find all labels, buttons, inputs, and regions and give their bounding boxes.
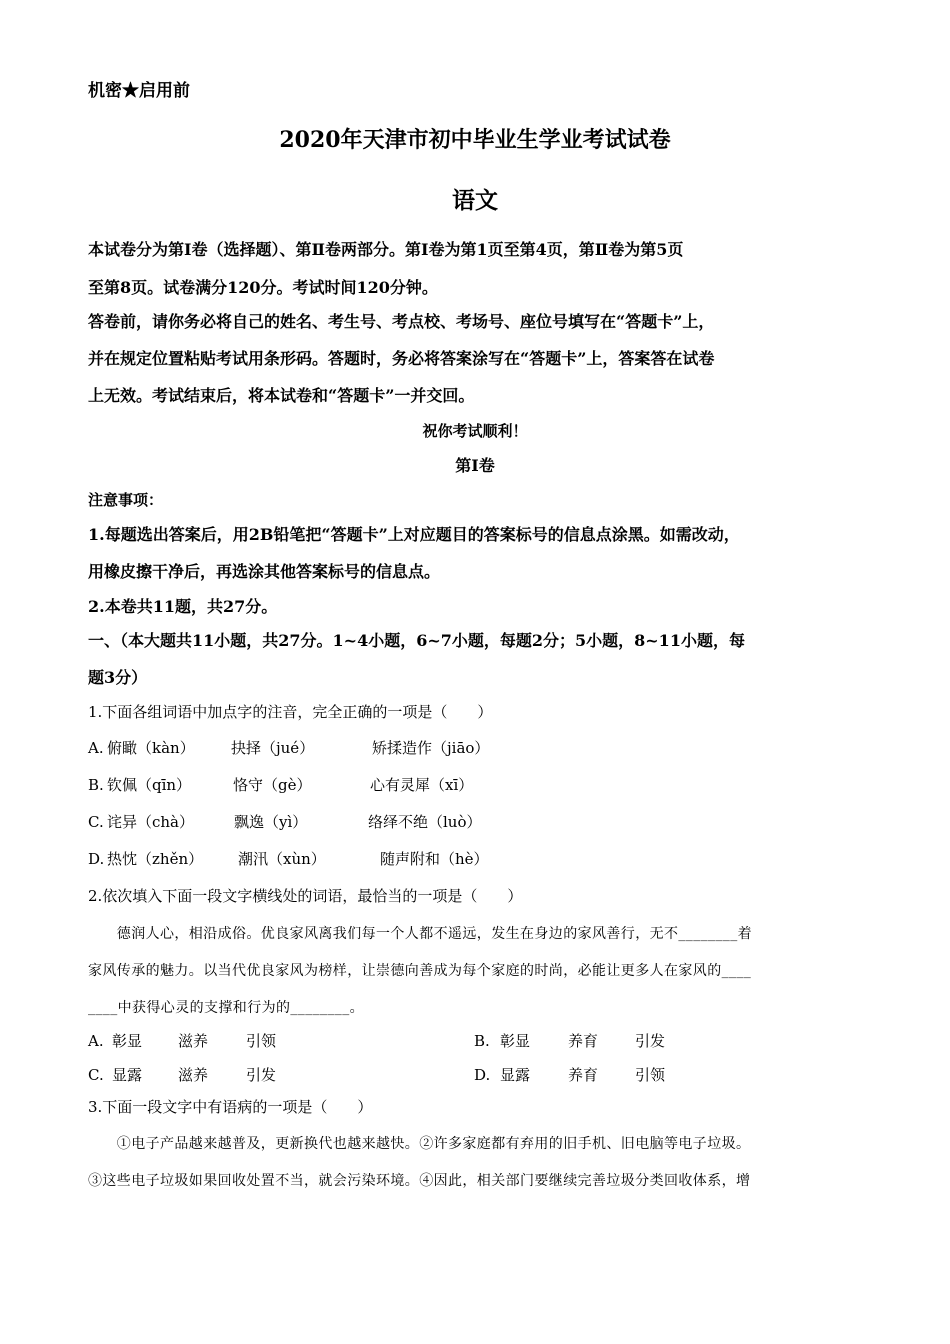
option-word: 飘逸（yì）: [234, 813, 308, 831]
option-word: 显露: [500, 1066, 531, 1084]
option-word: 心有灵犀（xī）: [370, 776, 474, 794]
option-label: D.: [88, 850, 105, 868]
intro-line: 本试卷分为第Ⅰ卷（选择题）、第Ⅱ卷两部分。第Ⅰ卷为第1页至第4页，第Ⅱ卷为第5页: [88, 240, 684, 259]
confidential-label: 机密★启用前: [88, 81, 190, 101]
option-word: 彰显: [500, 1032, 531, 1050]
option-label: B.: [88, 776, 104, 794]
q3-passage-line: ③这些电子垃圾如果回收处置不当，就会污染环境。④因此，相关部门要继续完善垃圾分类回收体系，增: [88, 1173, 751, 1189]
intro-line: 上无效。考试结束后，将本试卷和“答题卡”一并交回。: [88, 386, 475, 405]
option-word: 诧异（chà）: [107, 813, 195, 831]
option-word: 随声附和（hè）: [380, 850, 489, 868]
notes-line: 2.本卷共11题，共27分。: [88, 597, 278, 616]
option-word: 络绎不绝（luò）: [368, 813, 482, 831]
q3-stem: 3.下面一段文字中有语病的一项是（ ）: [88, 1098, 373, 1116]
option-word: 引发: [635, 1032, 666, 1050]
option-label: A.: [88, 1032, 104, 1050]
subject-title: 语文: [452, 187, 498, 214]
q2-passage-line: ____中获得心灵的支撑和行为的________。: [88, 1000, 364, 1016]
option-word: 养育: [568, 1032, 599, 1050]
option-word: 俯瞰（kàn）: [107, 739, 195, 757]
option-word: 显露: [112, 1066, 143, 1084]
exam-title: 2020年天津市初中毕业生学业考试试卷: [279, 127, 671, 153]
wish-text: 祝你考试顺利！: [422, 422, 528, 440]
option-label: D.: [474, 1066, 491, 1084]
q2-passage-line: 德润人心，相沿成俗。优良家风离我们每一个人都不遥远，发生在身边的家风善行，无不________着: [88, 926, 752, 942]
q1-stem: 1.下面各组词语中加点字的注音，完全正确的一项是（ ）: [88, 703, 493, 721]
option-word: 钦佩（qīn）: [107, 776, 192, 794]
option-word: 滋养: [178, 1032, 209, 1050]
intro-line: 并在规定位置粘贴考试用条形码。答题时，务必将答案涂写在“答题卡”上，答案答在试卷: [88, 349, 715, 368]
option-word: 矫揉造作（jiāo）: [372, 739, 490, 757]
option-word: 潮汛（xùn）: [238, 850, 326, 868]
option-word: 彰显: [112, 1032, 143, 1050]
section-line: 题3分）: [88, 668, 148, 687]
option-label: B.: [474, 1032, 490, 1050]
q3-passage-line: ①电子产品越来越普及，更新换代也越来越快。②许多家庭都有弃用的旧手机、旧电脑等电子垃圾。: [88, 1136, 751, 1152]
intro-line: 至第8页。试卷满分120分。考试时间120分钟。: [88, 278, 438, 297]
option-label: C.: [88, 813, 104, 831]
option-word: 养育: [568, 1066, 599, 1084]
option-label: C.: [88, 1066, 104, 1084]
option-label: A.: [88, 739, 104, 757]
notes-heading: 注意事项：: [88, 491, 164, 509]
volume-title: 第Ⅰ卷: [455, 456, 495, 475]
option-word: 引领: [635, 1066, 666, 1084]
option-word: 引发: [246, 1066, 277, 1084]
option-word: 滋养: [178, 1066, 209, 1084]
option-word: 抉择（jué）: [231, 739, 315, 757]
intro-line: 答卷前，请你务必将自己的姓名、考生号、考点校、考场号、座位号填写在“答题卡”上，: [88, 312, 715, 331]
q2-passage-line: 家风传承的魅力。以当代优良家风为榜样，让崇德向善成为每个家庭的时尚，必能让更多人在家风的____: [88, 963, 752, 979]
notes-line: 1.每题选出答案后，用2B铅笔把“答题卡”上对应题目的答案标号的信息点涂黑。如需改动，: [88, 525, 740, 544]
q2-stem: 2.依次填入下面一段文字横线处的词语，最恰当的一项是（ ）: [88, 887, 523, 905]
option-word: 引领: [246, 1032, 277, 1050]
section-line: 一、（本大题共11小题，共27分。1~4小题，6~7小题，每题2分；5小题，8~11小题，每: [88, 631, 745, 650]
notes-line: 用橡皮擦干净后，再选涂其他答案标号的信息点。: [88, 562, 441, 581]
option-word: 恪守（gè）: [233, 776, 312, 794]
option-word: 热忱（zhěn）: [107, 850, 204, 868]
